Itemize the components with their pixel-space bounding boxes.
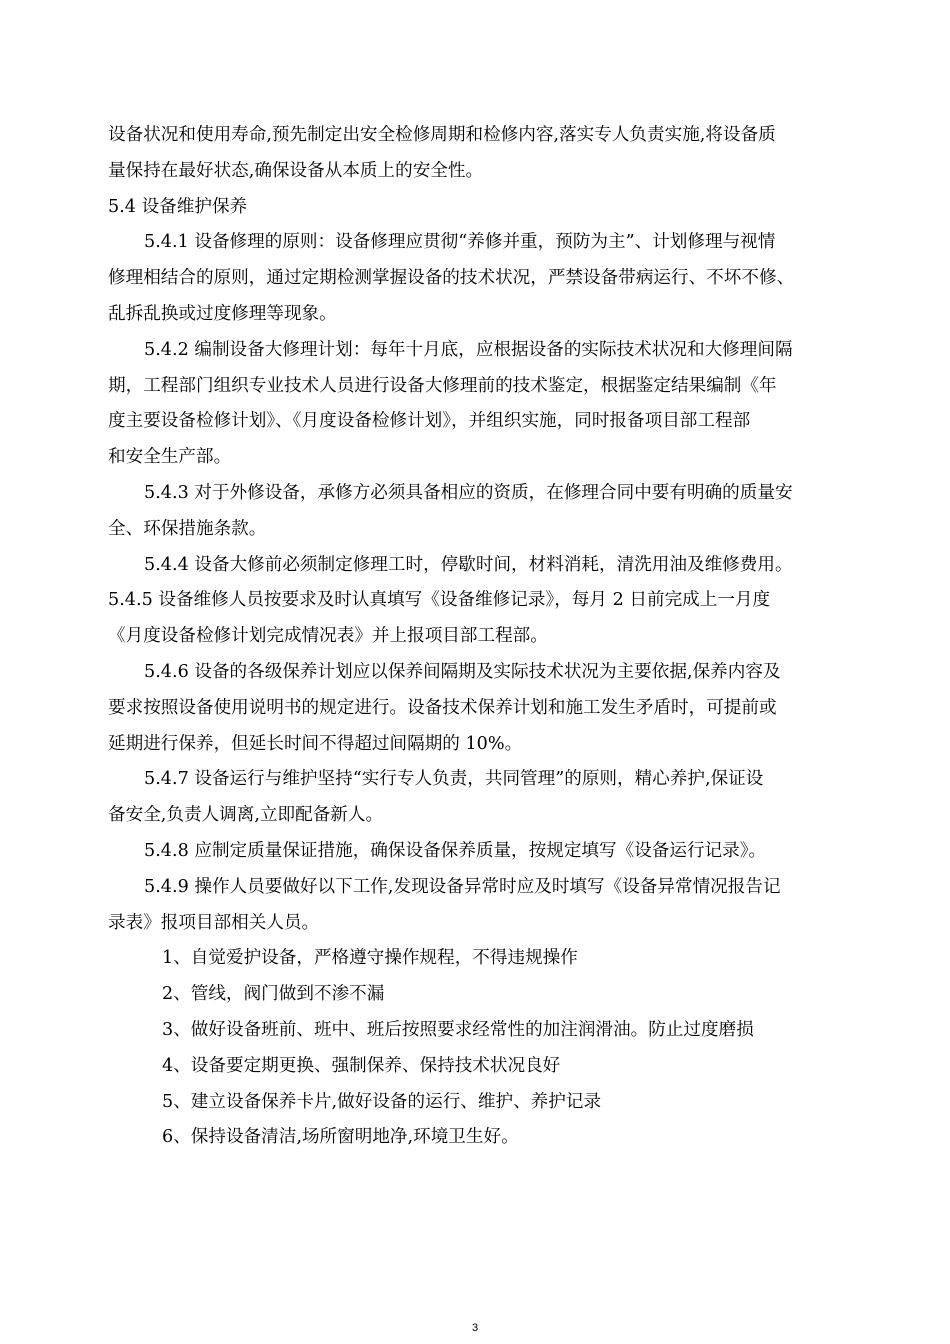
- text-line: 录表》报项目部相关人员。: [108, 912, 320, 933]
- text-line: 度主要设备检修计划》、《月度设备检修计划》，并组织实施，同时报备项目部工程部: [108, 411, 751, 432]
- text-line: 和安全生产部。: [108, 447, 232, 468]
- text-line: 《月度设备检修计划完成情况表》并上报项目部工程部。: [108, 626, 548, 647]
- list-item: 6、保持设备清洁,场所窗明地净,环境卫生好。: [162, 1127, 519, 1148]
- text-line: 要求按照设备使用说明书的规定进行。设备技术保养计划和施工发生矛盾时，可提前或: [108, 697, 777, 718]
- clause-line: 5.4.7 设备运行与维护坚持“实行专人负责，共同管理”的原则，精心养护,保证设: [144, 769, 764, 790]
- document-body: [108, 118, 850, 1156]
- clause-line: 5.4.4 设备大修前必须制定修理工时，停歇时间，材料消耗，清洗用油及维修费用。: [144, 554, 793, 575]
- text-line: 全、环保措施条款。: [108, 518, 267, 539]
- list-item: 1、自觉爱护设备，严格遵守操作规程，不得违规操作: [162, 948, 578, 969]
- section-heading: 5.4 设备维护保养: [108, 196, 248, 217]
- clause-line: 5.4.6 设备的各级保养计划应以保养间隔期及实际技术状况为主要依据,保养内容及: [144, 661, 781, 682]
- list-item: 4、设备要定期更换、强制保养、保持技术状况良好: [162, 1055, 561, 1076]
- clause-line: 5.4.8 应制定质量保证措施，确保设备保养质量，按规定填写《设备运行记录》。: [144, 840, 767, 861]
- list-item: 5、建立设备保养卡片,做好设备的运行、维护、养护记录: [162, 1091, 602, 1112]
- clause-line: 5.4.5 设备维修人员按要求及时认真填写《设备维修记录》，每月 2 日前完成上一月度: [108, 590, 771, 611]
- list-item: 3、做好设备班前、班中、班后按照要求经常性的加注润滑油。防止过度磨损: [162, 1019, 754, 1040]
- text-line: 期，工程部门组织专业技术人员进行设备大修理前的技术鉴定，根据鉴定结果编制《年: [108, 375, 777, 396]
- clause-line: 5.4.2 编制设备大修理计划：每年十月底，应根据设备的实际技术状况和大修理间隔: [144, 339, 793, 360]
- text-line: 备安全,负责人调离,立即配备新人。: [108, 805, 384, 826]
- text-line: 乱拆乱换或过度修理等现象。: [108, 303, 337, 324]
- clause-line: 5.4.3 对于外修设备，承修方必须具备相应的资质，在修理合同中要有明确的质量安: [144, 482, 793, 503]
- page-number: 3: [471, 1322, 479, 1334]
- clause-line: 5.4.9 操作人员要做好以下工作,发现设备异常时应及时填写《设备异常情况报告记: [144, 876, 781, 897]
- list-item: 2、管线，阀门做到不渗不漏: [162, 984, 385, 1005]
- text-line: 设备状况和使用寿命,预先制定出安全检修周期和检修内容,落实专人负责实施,将设备质: [108, 125, 776, 145]
- text-line: 修理相结合的原则，通过定期检测掌握设备的技术状况，严禁设备带病运行、不坏不修、: [108, 268, 795, 289]
- clause-line: 5.4.1 设备修理的原则：设备修理应贯彻“养修并重，预防为主”、计划修理与视情: [144, 232, 776, 253]
- text-line: 量保持在最好状态,确保设备从本质上的安全性。: [108, 160, 484, 181]
- text-line: 延期进行保养，但延长时间不得超过间隔期的 10%。: [108, 733, 523, 754]
